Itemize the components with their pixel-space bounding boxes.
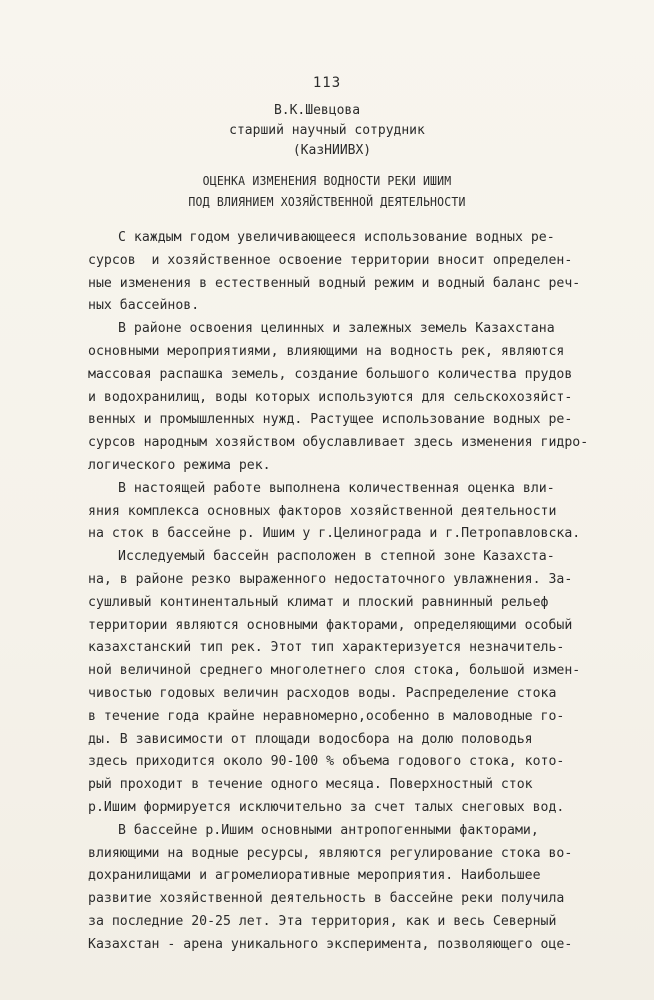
text-line: влияющими на водные ресурсы, являются регулирование стока во- <box>88 845 573 861</box>
text-line: рый проходит в течение одного месяца. Поверхностный сток <box>88 777 533 793</box>
page-number: 113 <box>312 75 342 91</box>
text-line: венных и промышленных нужд. Растущее использование водных ре- <box>88 412 573 428</box>
text-line: Исследуемый бассейн расположен в степной зоне Казахста- <box>118 549 555 565</box>
text-line: В настоящей работе выполнена количественная оценка вли- <box>118 480 555 496</box>
text-line: С каждым годом увеличивающееся использование водных ре- <box>118 230 555 245</box>
author-name: В.К.Шевцова <box>273 103 361 118</box>
text-line: сурсов народным хозяйством обуславливает здесь изменения гидро- <box>88 435 589 451</box>
text-line: и водохранилищ, воды которых используются для сельскохозяйст- <box>88 389 573 405</box>
text-line: в течение года крайне неравномерно,особенно в маловодные го- <box>88 708 565 724</box>
text-line: логического режима рек. <box>88 457 271 473</box>
author-block <box>0 101 654 161</box>
text-line: сушливый континентальный климат и плоский равнинный рельеф <box>88 594 549 610</box>
title-line: ОЦЕНКА ИЗМЕНЕНИЯ ВОДНОСТИ РЕКИ ИШИМ <box>202 173 452 188</box>
text-line: развитие хозяйственной деятельность в бассейне реки получила <box>88 891 565 907</box>
text-line: В бассейне р.Ишим основными антропогенными факторами, <box>118 822 539 838</box>
text-line: казахстанский тип рек. Этот тип характеризуется незначитель- <box>88 640 565 656</box>
text-line: ные изменения в естественный водный режим и водный баланс реч- <box>88 275 581 291</box>
author-position: старший научный сотрудник <box>229 123 425 138</box>
text-line: на сток в бассейне р. Ишим у г.Целинограда и г.Петропавловска. <box>88 526 581 542</box>
text-line: на, в районе резко выраженного недостаточного увлажнения. За- <box>88 571 573 587</box>
text-line: чивостью годовых величин расходов воды. Распределение стока <box>88 685 557 701</box>
text-line: основными мероприятиями, влияющими на водность рек, являются <box>88 343 565 359</box>
body-text <box>88 227 589 957</box>
text-line: массовая распашка земель, создание большого количества прудов <box>88 366 573 382</box>
text-line: дохранилищами и агромелиоративные мероприятия. Наибольшее <box>88 868 541 884</box>
title-line: ПОД ВЛИЯНИЕМ ХОЗЯЙСТВЕННОЙ ДЕЯТЕЛЬНОСТИ <box>188 194 466 209</box>
text-line: ды. В зависимости от площади водосбора на долю половодья <box>88 731 533 747</box>
text-line: ных бассейнов. <box>88 298 200 314</box>
text-line: сурсов и хозяйственное освоение территории вносит определен- <box>88 252 573 268</box>
text-line: В районе освоения целинных и залежных земель Казахстана <box>118 321 555 337</box>
text-line: за последние 20-25 лет. Эта территория, как и весь Северный <box>88 913 557 929</box>
text-line: ной величиной среднего многолетнего слоя стока, большой измен- <box>88 663 581 679</box>
text-line: яния комплекса основных факторов хозяйственной деятельности <box>88 503 557 519</box>
text-line: территории являются основными факторами, определяющими особый <box>88 617 573 633</box>
text-line: р.Ишим формируется исключительно за счет талых снеговых вод. <box>88 799 565 815</box>
author-institute: (КазНИИВХ) <box>292 143 372 158</box>
text-line: Казахстан - арена уникального эксперимента, позволяющего оце- <box>88 936 573 952</box>
article-title <box>26 170 628 212</box>
text-line: здесь приходится около 90-100 % объема годового стока, кото- <box>88 754 565 770</box>
